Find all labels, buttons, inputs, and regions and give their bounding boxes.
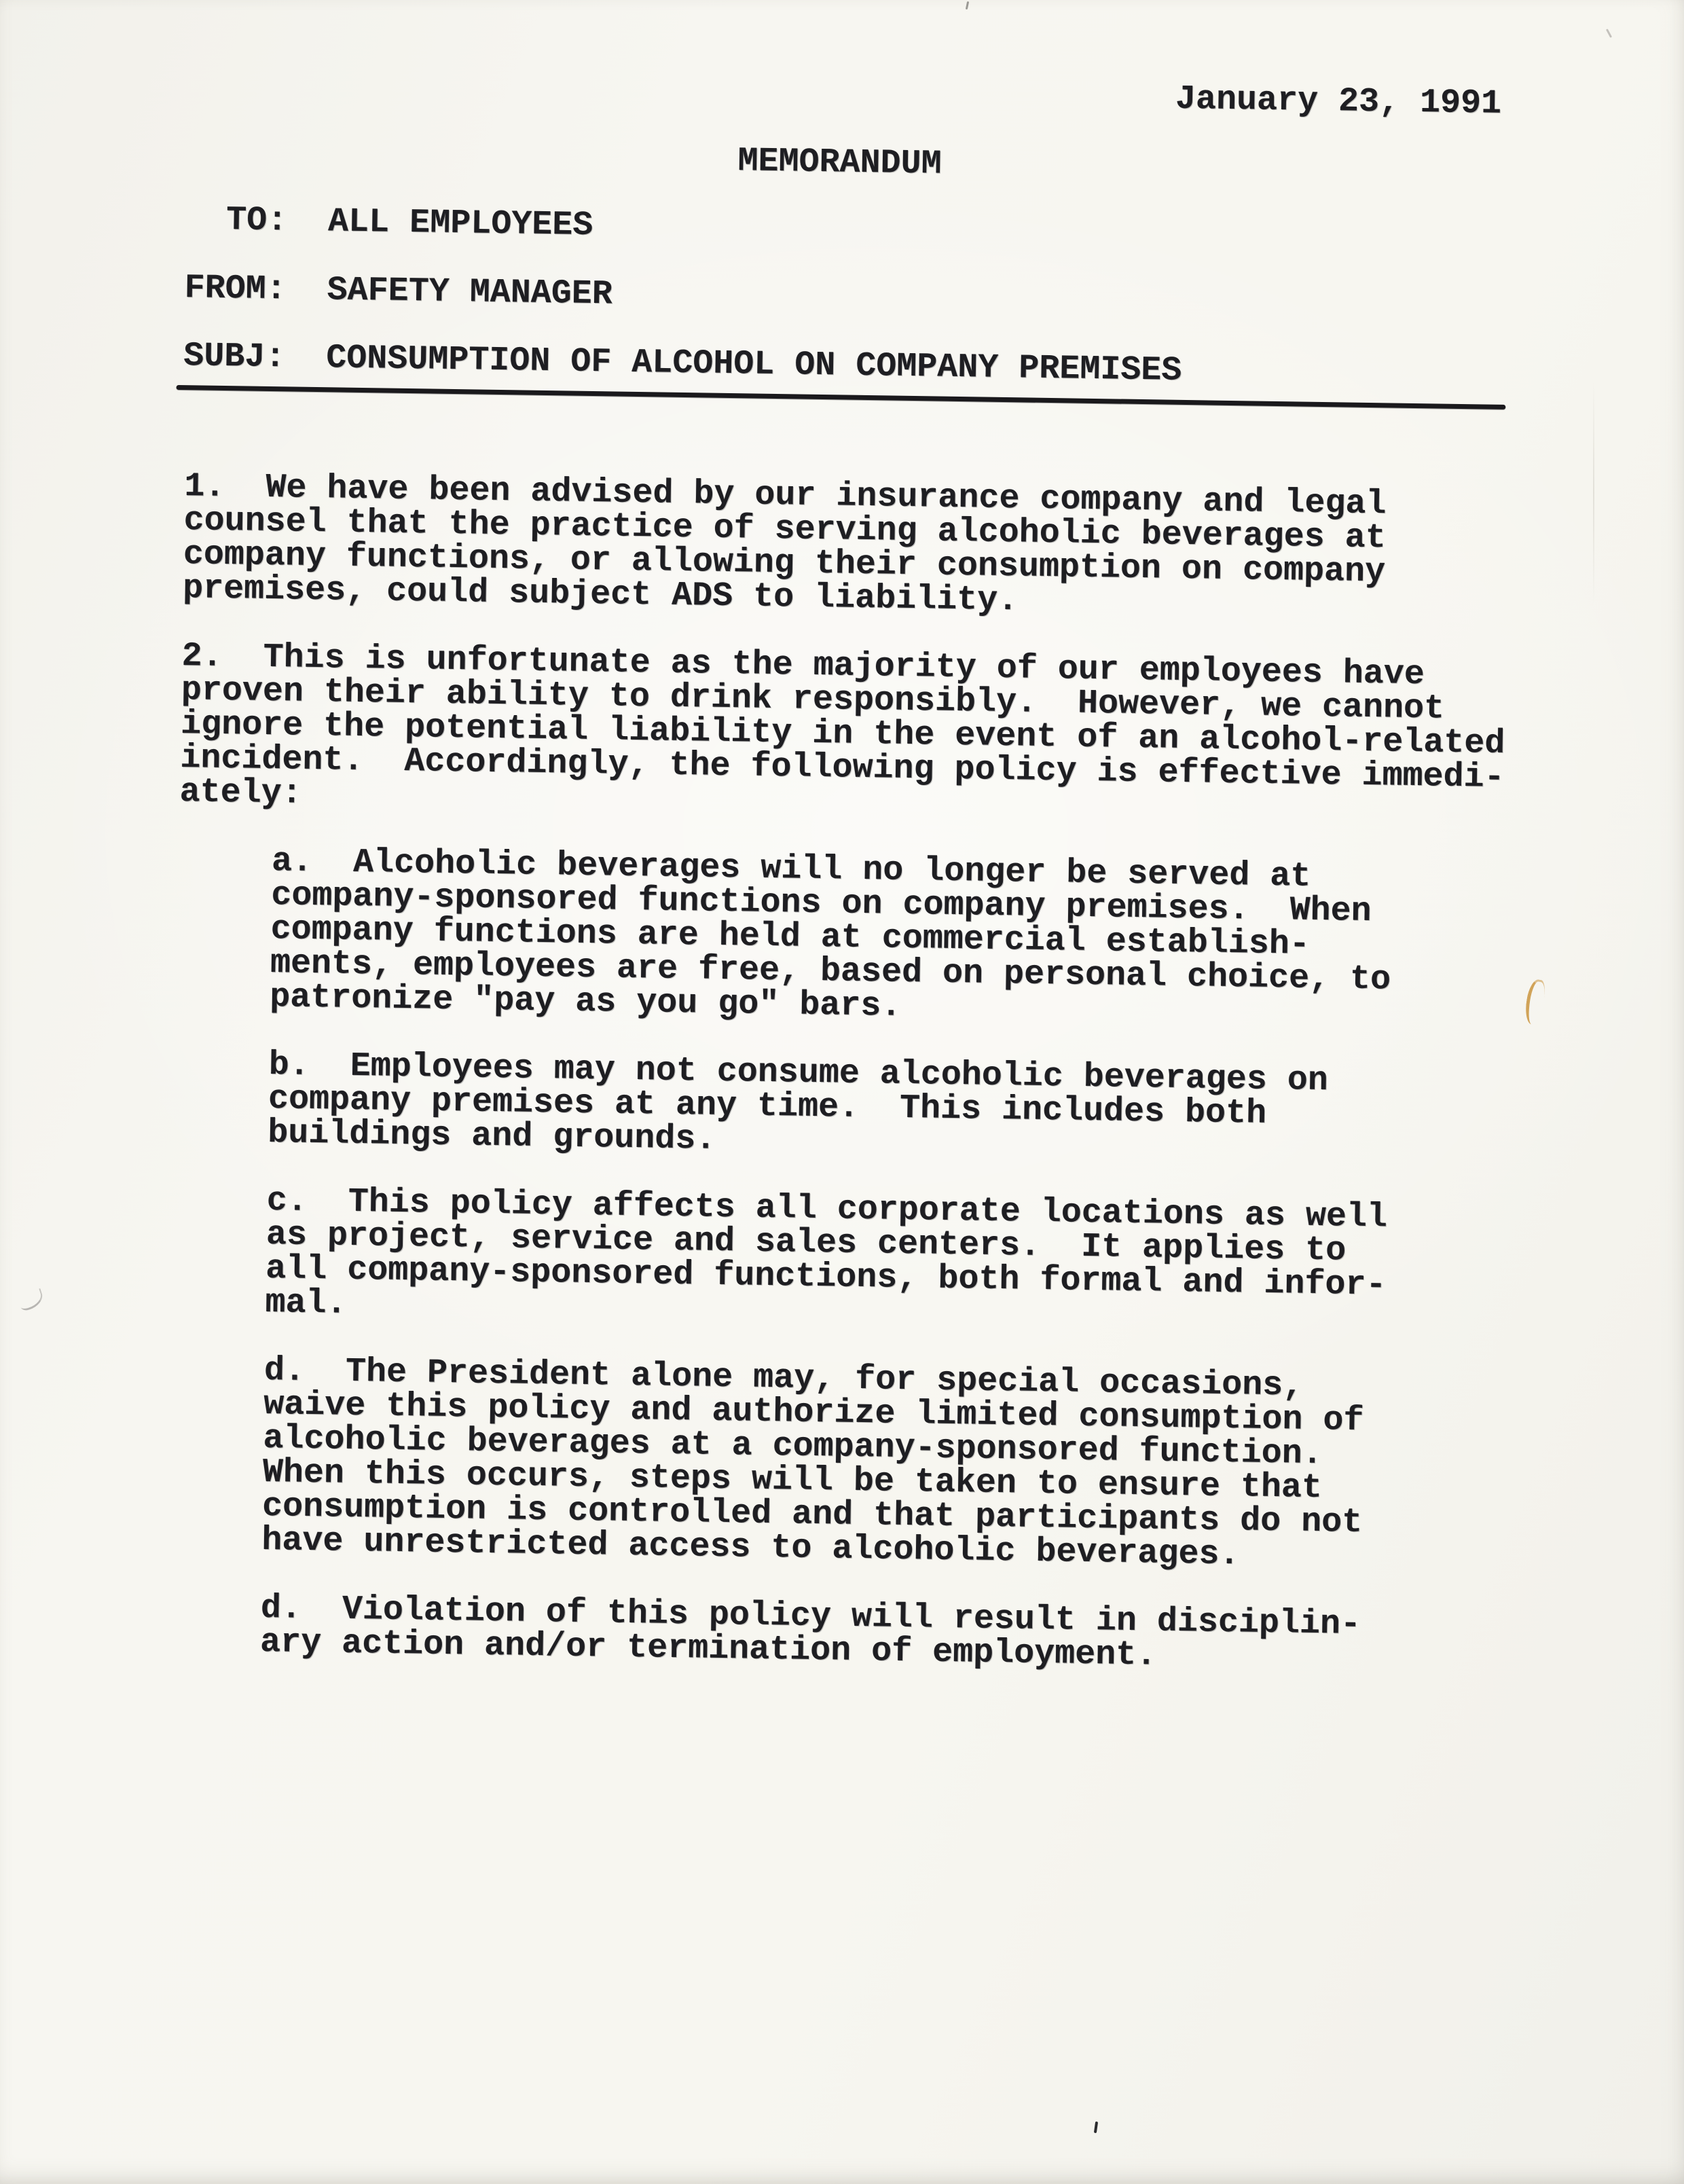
policy-item-a: a. Alcoholic beverages will no longer be served at company-sponsored functions on company premises. When company functions are held at commercial establish- ments, employees are free, based on personal choice, to patronize "pay as you go" bars.: [269, 842, 1391, 1026]
policy-item-b: b. Employees may not consume alcoholic beverages on company premises at any time. This includes both buildings and grounds.: [267, 1046, 1329, 1159]
memo-from-row: FROM: SAFETY MANAGER: [184, 269, 613, 314]
memo-body: [166, 467, 1576, 1713]
paragraph-1: 1. We have been advised by our insurance company and legal counsel that the practice of serving alcoholic beverages at company functions, or allowing their consumption on company premises, could subject ADS to liability.: [182, 467, 1387, 621]
policy-item-d-violation: d. Violation of this policy will result in disciplin- ary action and/or termination of employment.: [259, 1588, 1361, 1675]
memo-date: January 23, 1991: [1175, 79, 1502, 124]
memo-title: MEMORANDUM: [737, 142, 942, 184]
scan-artifact-top-speck: [966, 1, 969, 10]
header-divider-line: [177, 385, 1506, 410]
memo-subject-row: SUBJ: CONSUMPTION OF ALCOHOL ON COMPANY PREMISES: [183, 337, 1182, 390]
memo-to-row: TO: ALL EMPLOYEES: [185, 200, 593, 245]
policy-item-c: c. This policy affects all corporate locations as well as project, service and sales centers. It applies to all company-sponsored functions, both formal and infor- mal.: [265, 1182, 1388, 1324]
policy-item-d-waiver: d. The President alone may, for special occasions, waive this policy and authorize limited consumption of alcoholic beverages at a company-sponsored function. When this occurs, steps will be taken to ensure that consumption is controlled and that participants do not have unrestricted access to alcoholic beverages.: [261, 1351, 1364, 1575]
paragraph-2: 2. This is unfortunate as the majority of our employees have proven their ability to drink responsibly. However, we cannot ignore the potential liability in the event of an alcohol-related incident. Accordingly, the following policy is effective immedi- ately:: [179, 637, 1505, 814]
